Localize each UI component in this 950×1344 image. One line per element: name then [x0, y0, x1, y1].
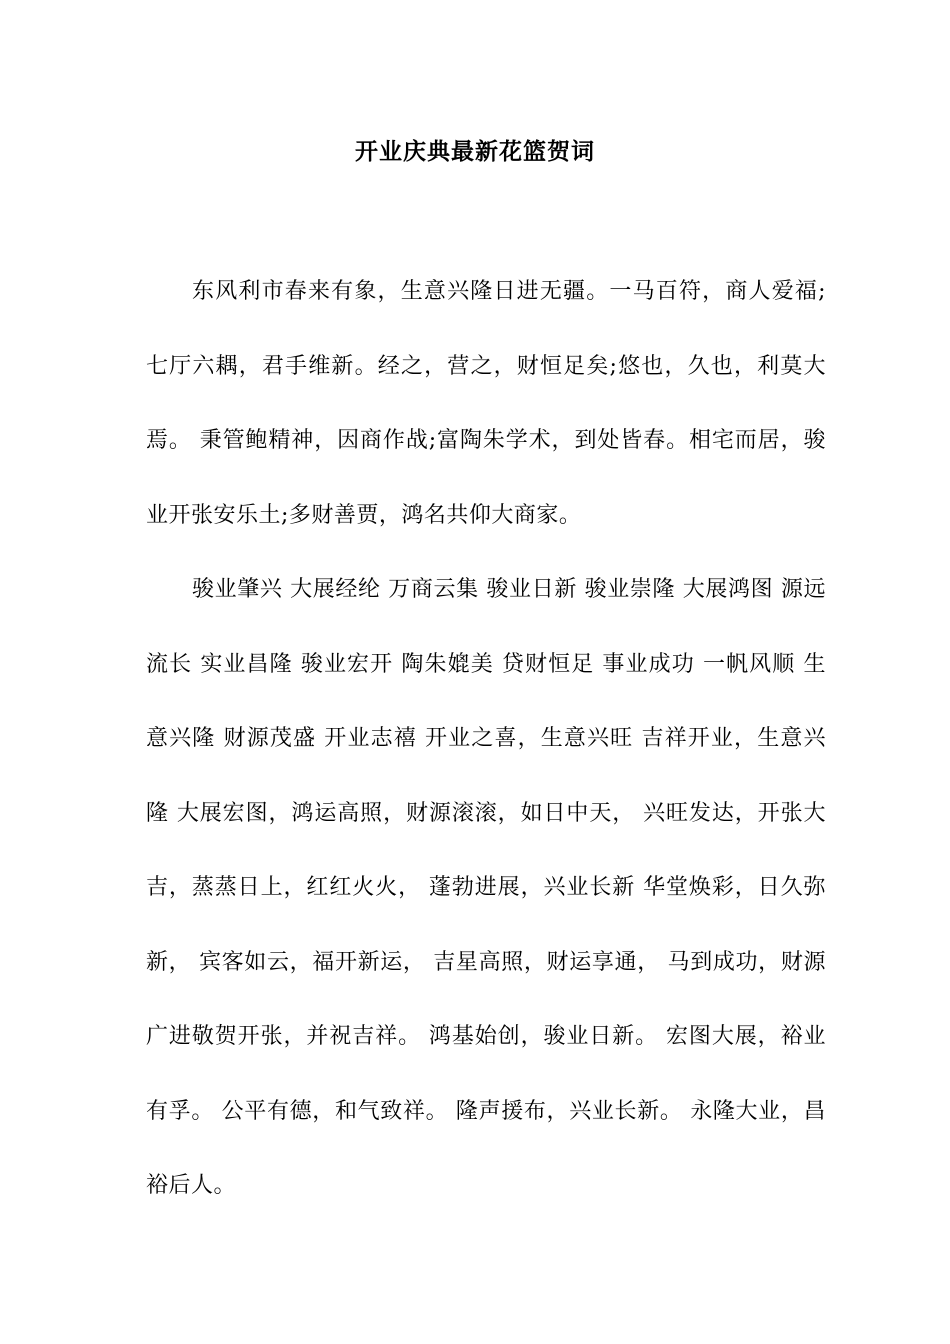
document-body — [146, 255, 826, 1224]
paragraph-1: 东风利市春来有象，生意兴隆日进无疆。一马百符，商人爱福;七厅六耦，君手维新。经之，营之，财恒足矣;悠也，久也，利莫大焉。 秉管鲍精神，因商作战;富陶朱学术，到处皆春。相宅而居，骏业开张安乐土;多财善贾，鸿名共仰大商家。 — [146, 279, 826, 528]
paragraph-2: 骏业肇兴 大展经纶 万商云集 骏业日新 骏业崇隆 大展鸿图 源远流长 实业昌隆 骏业宏开 陶朱媲美 贷财恒足 事业成功 一帆风顺 生意兴隆 财源茂盛 开业志禧 开业之喜，生意兴旺 吉祥开业，生意兴隆 大展宏图，鸿运高照，财源滚滚，如日中天， 兴旺发达，开张大吉，蒸蒸日上，红红火火， 蓬勃进展，兴业长新 华堂焕彩，日久弥新， 宾客如云，福开新运， 吉星高照，财运享通， 马到成功，财源广进敬贺开张，并祝吉祥。 鸿基始创，骏业日新。 宏图大展，裕业有孚。 公平有德，和气致祥。 隆声援布，兴业长新。 永隆大业，昌裕后人。 — [146, 577, 826, 1198]
document-title: 开业庆典最新花篮贺词 — [355, 138, 595, 165]
